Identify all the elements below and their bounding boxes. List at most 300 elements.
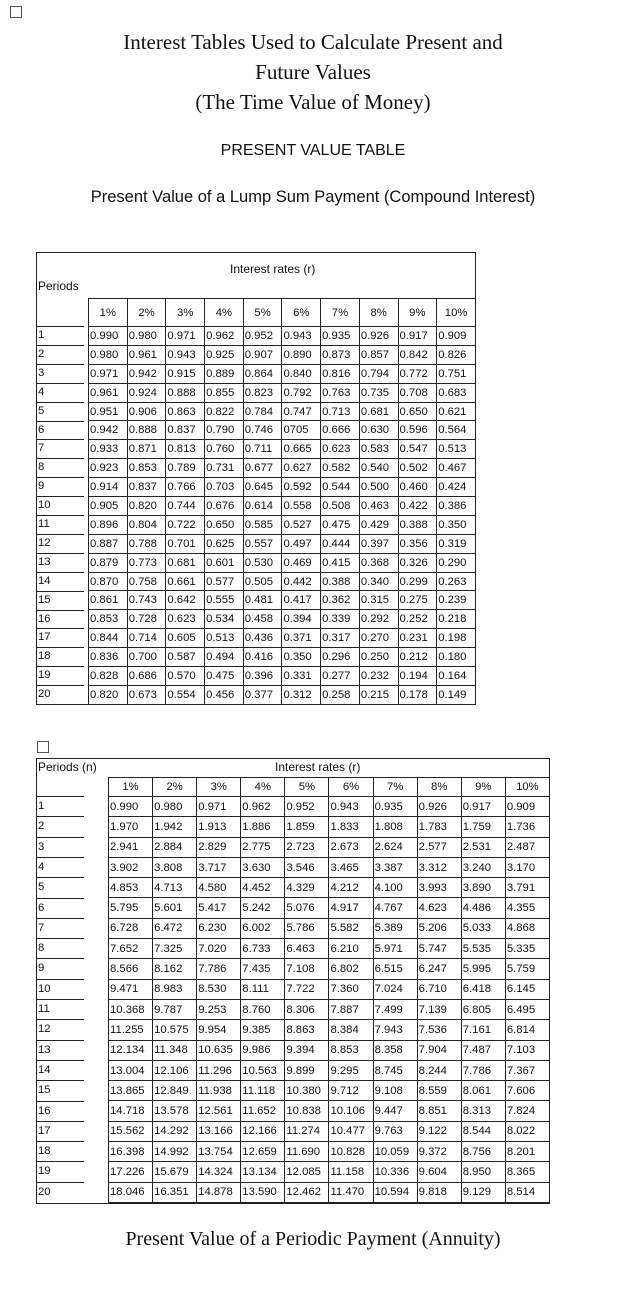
table-cell: 0.826 bbox=[437, 345, 476, 364]
table-cell: 7.904 bbox=[417, 1040, 461, 1060]
table-cell: 10.059 bbox=[373, 1142, 417, 1162]
table-cell: 0.312 bbox=[282, 685, 321, 704]
table-cell: 0.290 bbox=[437, 553, 476, 572]
table-row bbox=[89, 572, 476, 591]
table-row bbox=[89, 610, 476, 629]
table-cell: 4.917 bbox=[329, 898, 373, 918]
table-row bbox=[109, 1121, 550, 1141]
table-cell: 0.292 bbox=[359, 610, 398, 629]
table-cell: 0.686 bbox=[127, 667, 166, 686]
table-cell: 15.679 bbox=[153, 1162, 197, 1182]
table-row bbox=[109, 1020, 550, 1040]
table-cell: 0.942 bbox=[89, 421, 128, 440]
table-cell: 0.794 bbox=[359, 364, 398, 383]
table-row bbox=[89, 685, 476, 704]
table-cell: 0.396 bbox=[243, 667, 282, 686]
table-cell: 0.547 bbox=[398, 440, 437, 459]
table-cell: 0.820 bbox=[89, 685, 128, 704]
period-label: 6 bbox=[36, 898, 84, 918]
table-cell: 0.164 bbox=[437, 667, 476, 686]
table-cell: 10.575 bbox=[153, 1020, 197, 1040]
table-cell: 0.915 bbox=[166, 364, 205, 383]
table-row bbox=[109, 898, 550, 918]
table-cell: 0.990 bbox=[89, 327, 128, 346]
table-row bbox=[89, 515, 476, 534]
document-title-line1: Interest Tables Used to Calculate Present and bbox=[123, 30, 503, 54]
table-cell: 7.139 bbox=[417, 999, 461, 1019]
table-cell: 0.763 bbox=[321, 383, 360, 402]
table-cell: 0.766 bbox=[166, 478, 205, 497]
table-cell: 0.828 bbox=[89, 667, 128, 686]
table-cell: 0.760 bbox=[205, 440, 244, 459]
table-cell: 9.986 bbox=[241, 1040, 285, 1060]
table-cell: 7.824 bbox=[505, 1101, 549, 1121]
table-cell: 4.486 bbox=[461, 898, 505, 918]
table-cell: 7.108 bbox=[285, 959, 329, 979]
table-cell: 0.388 bbox=[321, 572, 360, 591]
table-cell: 0.467 bbox=[437, 459, 476, 478]
period-label: 10 bbox=[36, 979, 84, 999]
table-row bbox=[89, 648, 476, 667]
column-header: 3% bbox=[166, 299, 205, 327]
table-cell: 0.926 bbox=[359, 327, 398, 346]
table-cell: 11.296 bbox=[197, 1060, 241, 1080]
period-label: 3 bbox=[36, 364, 84, 383]
table-cell: 0.888 bbox=[166, 383, 205, 402]
table-cell: 0.444 bbox=[321, 534, 360, 553]
table-cell: 0.231 bbox=[398, 629, 437, 648]
period-label: 4 bbox=[36, 857, 84, 877]
table-cell: 3.791 bbox=[505, 878, 549, 898]
table-cell: 0.623 bbox=[321, 440, 360, 459]
table-cell: 12.659 bbox=[241, 1142, 285, 1162]
table-cell: 5.206 bbox=[417, 918, 461, 938]
table-cell: 8.559 bbox=[417, 1081, 461, 1101]
table-cell: 0.933 bbox=[89, 440, 128, 459]
table-cell: 7.487 bbox=[461, 1040, 505, 1060]
table-cell: 0.252 bbox=[398, 610, 437, 629]
table-cell: 8.950 bbox=[461, 1162, 505, 1182]
table-cell: 0.350 bbox=[282, 648, 321, 667]
table-cell: 0.386 bbox=[437, 497, 476, 516]
table-cell: 0.339 bbox=[321, 610, 360, 629]
table-row bbox=[109, 959, 550, 979]
table-cell: 0.735 bbox=[359, 383, 398, 402]
table-row bbox=[89, 402, 476, 421]
table-cell: 0.879 bbox=[89, 553, 128, 572]
table-cell: 2.829 bbox=[197, 837, 241, 857]
column-header: 10% bbox=[437, 299, 476, 327]
table-row bbox=[109, 878, 550, 898]
table-cell: 10.336 bbox=[373, 1162, 417, 1182]
table-cell: 0.823 bbox=[243, 383, 282, 402]
checkbox-middle[interactable] bbox=[37, 741, 49, 753]
table-cell: 0.296 bbox=[321, 648, 360, 667]
table-cell: 0.508 bbox=[321, 497, 360, 516]
table-cell: 0.853 bbox=[89, 610, 128, 629]
table-cell: 12.561 bbox=[197, 1101, 241, 1121]
table-row bbox=[109, 939, 550, 959]
period-label: 20 bbox=[36, 1182, 84, 1202]
table-cell: 1.808 bbox=[373, 817, 417, 837]
table-cell: 4.355 bbox=[505, 898, 549, 918]
table-cell: 4.212 bbox=[329, 878, 373, 898]
table-cell: 0.971 bbox=[89, 364, 128, 383]
table-cell: 5.995 bbox=[461, 959, 505, 979]
table-cell: 0.728 bbox=[127, 610, 166, 629]
table-cell: 9.954 bbox=[197, 1020, 241, 1040]
table-cell: 6.710 bbox=[417, 979, 461, 999]
table-cell: 0.792 bbox=[282, 383, 321, 402]
table-cell: 0.914 bbox=[89, 478, 128, 497]
table-cell: 0.180 bbox=[437, 648, 476, 667]
table-cell: 16.351 bbox=[153, 1182, 197, 1202]
table-cell: 9.253 bbox=[197, 999, 241, 1019]
table-cell: 6.463 bbox=[285, 939, 329, 959]
table-cell: 0.820 bbox=[127, 497, 166, 516]
table-cell: 0.534 bbox=[205, 610, 244, 629]
column-header: 5% bbox=[285, 778, 329, 797]
table-row bbox=[89, 440, 476, 459]
column-header: 9% bbox=[461, 778, 505, 797]
table-cell: 0.397 bbox=[359, 534, 398, 553]
table-cell: 10.380 bbox=[285, 1081, 329, 1101]
table-cell: 7.325 bbox=[153, 939, 197, 959]
column-header: 7% bbox=[321, 299, 360, 327]
table-cell: 14.324 bbox=[197, 1162, 241, 1182]
table-cell: 7.887 bbox=[329, 999, 373, 1019]
table-cell: 5.076 bbox=[285, 898, 329, 918]
table-row bbox=[89, 327, 476, 346]
table-cell: 5.601 bbox=[153, 898, 197, 918]
table-cell: 0.331 bbox=[282, 667, 321, 686]
table-cell: 0.746 bbox=[243, 421, 282, 440]
table-cell: 0.714 bbox=[127, 629, 166, 648]
table-cell: 0.751 bbox=[437, 364, 476, 383]
table-cell: 11.158 bbox=[329, 1162, 373, 1182]
table-cell: 6.472 bbox=[153, 918, 197, 938]
table-cell: 8.851 bbox=[417, 1101, 461, 1121]
table-cell: 16.398 bbox=[109, 1142, 153, 1162]
table-cell: 0.356 bbox=[398, 534, 437, 553]
table-cell: 0.855 bbox=[205, 383, 244, 402]
table-cell: 7.360 bbox=[329, 979, 373, 999]
table-cell: 10.838 bbox=[285, 1101, 329, 1121]
column-header: 8% bbox=[417, 778, 461, 797]
table-cell: 0.758 bbox=[127, 572, 166, 591]
table-cell: 0.416 bbox=[243, 648, 282, 667]
table-cell: 0.708 bbox=[398, 383, 437, 402]
table-cell: 0.585 bbox=[243, 515, 282, 534]
table-cell: 11.348 bbox=[153, 1040, 197, 1060]
table-cell: 0.840 bbox=[282, 364, 321, 383]
table-cell: 0.623 bbox=[166, 610, 205, 629]
table-cell: 13.166 bbox=[197, 1121, 241, 1141]
table-cell: 5.582 bbox=[329, 918, 373, 938]
table-cell: 1.913 bbox=[197, 817, 241, 837]
table-cell: 2.775 bbox=[241, 837, 285, 857]
table-cell: 0.703 bbox=[205, 478, 244, 497]
table-cell: 11.938 bbox=[197, 1081, 241, 1101]
table-cell: 0.587 bbox=[166, 648, 205, 667]
table-cell: 6.418 bbox=[461, 979, 505, 999]
table2-header-row bbox=[109, 778, 550, 797]
table-cell: 0.925 bbox=[205, 345, 244, 364]
column-header: 7% bbox=[373, 778, 417, 797]
table-cell: 0.909 bbox=[437, 327, 476, 346]
table-cell: 0.789 bbox=[166, 459, 205, 478]
column-header: 2% bbox=[153, 778, 197, 797]
table-cell: 11.690 bbox=[285, 1142, 329, 1162]
period-label: 7 bbox=[36, 439, 84, 458]
table-cell: 9.447 bbox=[373, 1101, 417, 1121]
table-cell: 4.868 bbox=[505, 918, 549, 938]
table-cell: 7.020 bbox=[197, 939, 241, 959]
table-cell: 1.736 bbox=[505, 817, 549, 837]
table-cell: 0.676 bbox=[205, 497, 244, 516]
table-row bbox=[109, 1040, 550, 1060]
table-cell: 0.564 bbox=[437, 421, 476, 440]
table-cell: 0.681 bbox=[166, 553, 205, 572]
table-cell: 0.270 bbox=[359, 629, 398, 648]
table-cell: 3.890 bbox=[461, 878, 505, 898]
table-cell: 7.606 bbox=[505, 1081, 549, 1101]
table1-interest-rates-label: Interest rates (r) bbox=[230, 262, 316, 276]
table-cell: 0.460 bbox=[398, 478, 437, 497]
table-cell: 9.108 bbox=[373, 1081, 417, 1101]
table-cell: 7.161 bbox=[461, 1020, 505, 1040]
table-cell: 0.505 bbox=[243, 572, 282, 591]
table-cell: 9.712 bbox=[329, 1081, 373, 1101]
table-cell: 2.884 bbox=[153, 837, 197, 857]
table-cell: 0.198 bbox=[437, 629, 476, 648]
checkbox-top[interactable] bbox=[10, 6, 22, 18]
table-cell: 11.652 bbox=[241, 1101, 285, 1121]
table-row bbox=[109, 797, 550, 817]
table-cell: 0.326 bbox=[398, 553, 437, 572]
lump-sum-table bbox=[88, 298, 476, 705]
period-label: 5 bbox=[36, 402, 84, 421]
table-cell: 6.728 bbox=[109, 918, 153, 938]
table-cell: 6.002 bbox=[241, 918, 285, 938]
table-cell: 5.335 bbox=[505, 939, 549, 959]
table-cell: 2.577 bbox=[417, 837, 461, 857]
table-cell: 0.857 bbox=[359, 345, 398, 364]
table-cell: 18.046 bbox=[109, 1182, 153, 1202]
table-cell: 9.471 bbox=[109, 979, 153, 999]
table-cell: 0.475 bbox=[205, 667, 244, 686]
table-cell: 9.385 bbox=[241, 1020, 285, 1040]
table-cell: 0.816 bbox=[321, 364, 360, 383]
table-cell: 6.230 bbox=[197, 918, 241, 938]
table-cell: 6.495 bbox=[505, 999, 549, 1019]
table-cell: 3.993 bbox=[417, 878, 461, 898]
table-cell: 0.917 bbox=[461, 797, 505, 817]
table-cell: 2.624 bbox=[373, 837, 417, 857]
column-header: 3% bbox=[197, 778, 241, 797]
table-cell: 0.388 bbox=[398, 515, 437, 534]
table-cell: 0.596 bbox=[398, 421, 437, 440]
table-cell: 5.747 bbox=[417, 939, 461, 959]
period-label: 2 bbox=[36, 816, 84, 836]
table-row bbox=[89, 345, 476, 364]
period-label: 13 bbox=[36, 553, 84, 572]
table-cell: 2.723 bbox=[285, 837, 329, 857]
table-cell: 0705 bbox=[282, 421, 321, 440]
table-cell: 0.583 bbox=[359, 440, 398, 459]
table-cell: 5.535 bbox=[461, 939, 505, 959]
table-cell: 0.232 bbox=[359, 667, 398, 686]
table-cell: 0.772 bbox=[398, 364, 437, 383]
table-cell: 6.247 bbox=[417, 959, 461, 979]
table-cell: 12.849 bbox=[153, 1081, 197, 1101]
table-cell: 9.899 bbox=[285, 1060, 329, 1080]
table-cell: 6.733 bbox=[241, 939, 285, 959]
table-cell: 2.941 bbox=[109, 837, 153, 857]
table-cell: 0.422 bbox=[398, 497, 437, 516]
table-cell: 0.442 bbox=[282, 572, 321, 591]
period-label: 17 bbox=[36, 628, 84, 647]
table-cell: 4.623 bbox=[417, 898, 461, 918]
table-cell: 6.805 bbox=[461, 999, 505, 1019]
period-label: 17 bbox=[36, 1121, 84, 1141]
table-row bbox=[109, 837, 550, 857]
table-cell: 0.277 bbox=[321, 667, 360, 686]
table-cell: 0.773 bbox=[127, 553, 166, 572]
table-cell: 3.630 bbox=[241, 857, 285, 877]
table-cell: 0.677 bbox=[243, 459, 282, 478]
table-cell: 0.665 bbox=[282, 440, 321, 459]
table-cell: 3.717 bbox=[197, 857, 241, 877]
table-cell: 0.813 bbox=[166, 440, 205, 459]
table-cell: 0.935 bbox=[321, 327, 360, 346]
table-cell: 0.497 bbox=[282, 534, 321, 553]
table-cell: 0.458 bbox=[243, 610, 282, 629]
table-cell: 0.863 bbox=[166, 402, 205, 421]
table-cell: 4.100 bbox=[373, 878, 417, 898]
table-cell: 0.340 bbox=[359, 572, 398, 591]
period-label: 14 bbox=[36, 572, 84, 591]
table-cell: 3.170 bbox=[505, 857, 549, 877]
table-cell: 0.258 bbox=[321, 685, 360, 704]
table-cell: 0.630 bbox=[359, 421, 398, 440]
table-cell: 0.896 bbox=[89, 515, 128, 534]
table-cell: 1.833 bbox=[329, 817, 373, 837]
table-cell: 6.145 bbox=[505, 979, 549, 999]
table-cell: 0.371 bbox=[282, 629, 321, 648]
table-cell: 0.275 bbox=[398, 591, 437, 610]
table-cell: 0.250 bbox=[359, 648, 398, 667]
column-header: 9% bbox=[398, 299, 437, 327]
table-cell: 11.470 bbox=[329, 1182, 373, 1202]
period-label: 16 bbox=[36, 1101, 84, 1121]
table-cell: 0.837 bbox=[127, 478, 166, 497]
table-cell: 0.601 bbox=[205, 553, 244, 572]
table-cell: 11.118 bbox=[241, 1081, 285, 1101]
table-cell: 0.935 bbox=[373, 797, 417, 817]
table-cell: 7.786 bbox=[197, 959, 241, 979]
period-label: 12 bbox=[36, 1019, 84, 1039]
table-cell: 0.962 bbox=[205, 327, 244, 346]
table-cell: 0.926 bbox=[417, 797, 461, 817]
table-cell: 13.134 bbox=[241, 1162, 285, 1182]
table2-periods-label: Periods (n) bbox=[38, 760, 97, 774]
table-cell: 8.061 bbox=[461, 1081, 505, 1101]
table-cell: 8.244 bbox=[417, 1060, 461, 1080]
period-label: 18 bbox=[36, 647, 84, 666]
document-title-line2: Future Values bbox=[255, 60, 371, 84]
table-cell: 8.306 bbox=[285, 999, 329, 1019]
table-cell: 0.666 bbox=[321, 421, 360, 440]
period-label: 16 bbox=[36, 610, 84, 629]
table-cell: 0.570 bbox=[166, 667, 205, 686]
table-cell: 0.315 bbox=[359, 591, 398, 610]
table-cell: 0.149 bbox=[437, 685, 476, 704]
table-cell: 5.786 bbox=[285, 918, 329, 938]
table-cell: 0.625 bbox=[205, 534, 244, 553]
table-cell: 8.514 bbox=[505, 1182, 549, 1202]
period-label: 11 bbox=[36, 515, 84, 534]
period-label: 9 bbox=[36, 477, 84, 496]
table-cell: 0.463 bbox=[359, 497, 398, 516]
table-cell: 0.502 bbox=[398, 459, 437, 478]
table-cell: 8.983 bbox=[153, 979, 197, 999]
table-cell: 8.111 bbox=[241, 979, 285, 999]
table-cell: 0.711 bbox=[243, 440, 282, 459]
table-cell: 10.563 bbox=[241, 1060, 285, 1080]
table-cell: 6.515 bbox=[373, 959, 417, 979]
table-row bbox=[89, 478, 476, 497]
table-cell: 8.760 bbox=[241, 999, 285, 1019]
table-row bbox=[89, 591, 476, 610]
table-cell: 3.808 bbox=[153, 857, 197, 877]
table-cell: 0.377 bbox=[243, 685, 282, 704]
period-label: 3 bbox=[36, 837, 84, 857]
table-row bbox=[89, 497, 476, 516]
table-cell: 0.317 bbox=[321, 629, 360, 648]
table-cell: 3.902 bbox=[109, 857, 153, 877]
table-cell: 4.713 bbox=[153, 878, 197, 898]
table-cell: 0.951 bbox=[89, 402, 128, 421]
table-cell: 0.239 bbox=[437, 591, 476, 610]
table-cell: 8.365 bbox=[505, 1162, 549, 1182]
table-cell: 0.263 bbox=[437, 572, 476, 591]
annuity-caption: Present Value of a Periodic Payment (Annuity) bbox=[125, 1228, 501, 1250]
table-cell: 0.942 bbox=[127, 364, 166, 383]
table-cell: 12.166 bbox=[241, 1121, 285, 1141]
table-cell: 9.763 bbox=[373, 1121, 417, 1141]
table-cell: 0.368 bbox=[359, 553, 398, 572]
table-row bbox=[109, 918, 550, 938]
table-cell: 0.475 bbox=[321, 515, 360, 534]
table-cell: 7.024 bbox=[373, 979, 417, 999]
table-cell: 8.313 bbox=[461, 1101, 505, 1121]
period-label: 2 bbox=[36, 345, 84, 364]
period-label: 14 bbox=[36, 1060, 84, 1080]
table-cell: 5.759 bbox=[505, 959, 549, 979]
table-cell: 7.499 bbox=[373, 999, 417, 1019]
table-cell: 8.201 bbox=[505, 1142, 549, 1162]
table-cell: 0.481 bbox=[243, 591, 282, 610]
table1-header-row bbox=[89, 299, 476, 327]
table-cell: 0.645 bbox=[243, 478, 282, 497]
table-cell: 3.387 bbox=[373, 857, 417, 877]
table-row bbox=[89, 667, 476, 686]
section-heading: PRESENT VALUE TABLE bbox=[220, 142, 406, 159]
table-cell: 9.787 bbox=[153, 999, 197, 1019]
table-cell: 17.226 bbox=[109, 1162, 153, 1182]
table-cell: 0.870 bbox=[89, 572, 128, 591]
